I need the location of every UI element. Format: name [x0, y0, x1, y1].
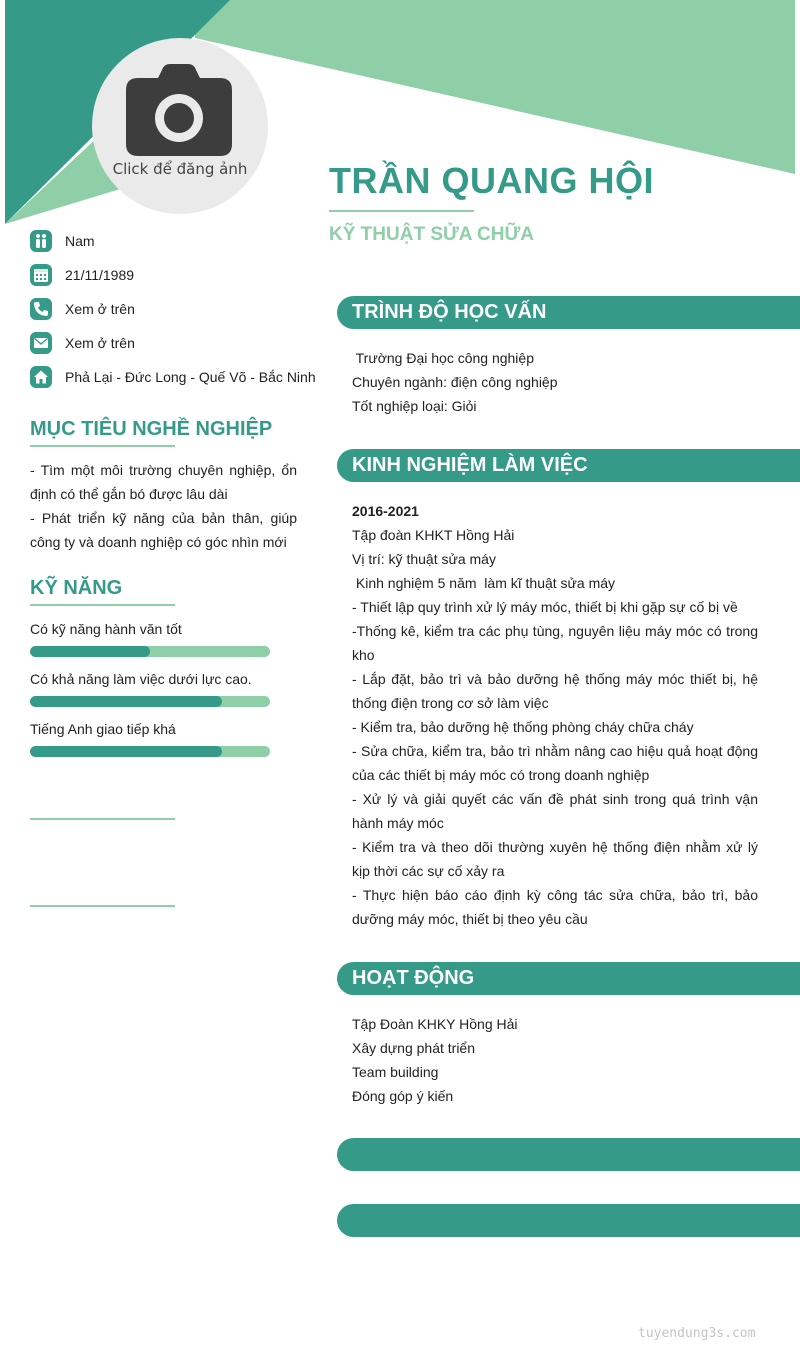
- experience-line: - Thực hiện báo cáo định kỳ công tác sửa chữa, bảo trì, bảo dưỡng máy móc, thiết bị theo yêu cầu: [352, 887, 758, 927]
- avatar-caption: Click để đăng ảnh: [112, 160, 248, 178]
- name-divider: [329, 210, 474, 212]
- skill-bar: [30, 746, 270, 757]
- experience-line: Tập đoàn KHKT Hồng Hải: [352, 527, 515, 543]
- skill-label: Tiếng Anh giao tiếp khá: [30, 721, 176, 737]
- activity-line: Tập Đoàn KHKY Hồng Hải: [352, 1016, 518, 1032]
- candidate-name: TRẦN QUANG HỘI: [329, 160, 654, 201]
- experience-line: - Kiểm tra và theo dõi thường xuyên hệ thống điện nhằm xử lý kịp thời các sự cố xảy ra: [352, 839, 758, 879]
- objective-divider: [30, 445, 175, 447]
- skills-heading: KỸ NĂNG: [30, 577, 123, 599]
- activities-text: [352, 1012, 758, 1108]
- experience-line: Vị trí: kỹ thuật sửa máy: [352, 551, 496, 567]
- experience-period: 2016-2021: [352, 503, 419, 519]
- phone-icon: [30, 298, 52, 320]
- contact-birthday: [30, 258, 320, 292]
- empty-section-divider: [30, 818, 175, 820]
- skills-divider: [30, 604, 175, 606]
- experience-heading: KINH NGHIỆM LÀM VIỆC: [337, 449, 800, 482]
- skill-bar-fill: [30, 646, 150, 657]
- experience-line: Kinh nghiệm 5 năm làm kĩ thuật sửa máy: [352, 575, 616, 591]
- education-line: Tốt nghiệp loại: Giỏi: [352, 398, 477, 414]
- contact-gender: [30, 224, 320, 258]
- empty-section-heading: [337, 1138, 800, 1171]
- education-heading: TRÌNH ĐỘ HỌC VẤN: [337, 296, 800, 329]
- experience-line: - Sửa chữa, kiểm tra, bảo trì nhằm nâng cao hiệu quả hoạt động của các thiết bị máy móc có trong doanh nghiệp: [352, 743, 758, 783]
- empty-section-divider: [30, 905, 175, 907]
- skill-bar-fill: [30, 696, 222, 707]
- experience-text: [352, 499, 758, 931]
- contact-email: [30, 326, 320, 360]
- education-line: Trường Đại học công nghiệp: [352, 350, 534, 366]
- skill-label: Có kỹ năng hành văn tốt: [30, 621, 182, 637]
- experience-line: - Xử lý và giải quyết các vấn đề phát sinh trong quá trình vận hành máy móc: [352, 791, 758, 831]
- calendar-icon: [30, 264, 52, 286]
- email-text: Xem ở trên: [65, 335, 135, 351]
- gender-text: Nam: [65, 233, 95, 249]
- objective-heading: MỤC TIÊU NGHỀ NGHIỆP: [30, 418, 273, 440]
- contact-phone: [30, 292, 320, 326]
- candidate-position: KỸ THUẬT SỬA CHỮA: [329, 224, 534, 245]
- watermark: tuyendung3s.com: [638, 1326, 756, 1341]
- contact-list: [30, 224, 320, 394]
- activity-line: Team building: [352, 1064, 439, 1080]
- envelope-icon: [30, 332, 52, 354]
- skill-label: Có khả năng làm việc dưới lực cao.: [30, 671, 252, 687]
- education-line: Chuyên ngành: điện công nghiệp: [352, 374, 558, 390]
- avatar-upload[interactable]: [92, 38, 268, 214]
- gender-icon: [30, 230, 52, 252]
- education-text: [352, 346, 758, 418]
- objective-line: - Tìm một môi trường chuyên nghiệp, ổn định có thể gắn bó được lâu dài: [30, 462, 297, 502]
- objective-text: [30, 458, 297, 554]
- empty-section-heading: [337, 1204, 800, 1237]
- skill-bar-fill: [30, 746, 222, 757]
- experience-line: - Thiết lập quy trình xử lý máy móc, thiết bị khi gặp sự cố bị về: [352, 599, 738, 615]
- contact-address: [30, 360, 320, 394]
- home-icon: [30, 366, 52, 388]
- skill-bar: [30, 646, 270, 657]
- experience-line: -Thống kê, kiểm tra các phụ tùng, nguyên liệu máy móc có trong kho: [352, 623, 758, 663]
- activities-heading: HOẠT ĐỘNG: [337, 962, 800, 995]
- camera-icon: [126, 64, 232, 156]
- experience-line: - Lắp đặt, bảo trì và bảo dưỡng hệ thống máy móc thiết bị, hệ thống điện trong cơ sở làm việc: [352, 671, 758, 711]
- phone-text: Xem ở trên: [65, 301, 135, 317]
- birthday-text: 21/11/1989: [65, 267, 135, 283]
- activity-line: Xây dựng phát triển: [352, 1040, 476, 1056]
- address-text: Phả Lại - Đức Long - Quế Võ - Bắc Ninh: [65, 369, 316, 385]
- activity-line: Đóng góp ý kiến: [352, 1088, 454, 1104]
- skill-bar: [30, 696, 270, 707]
- experience-line: - Kiểm tra, bảo dưỡng hệ thống phòng cháy chữa cháy: [352, 719, 694, 735]
- objective-line: - Phát triển kỹ năng của bản thân, giúp công ty và doanh nghiệp có góc nhìn mới: [30, 510, 297, 550]
